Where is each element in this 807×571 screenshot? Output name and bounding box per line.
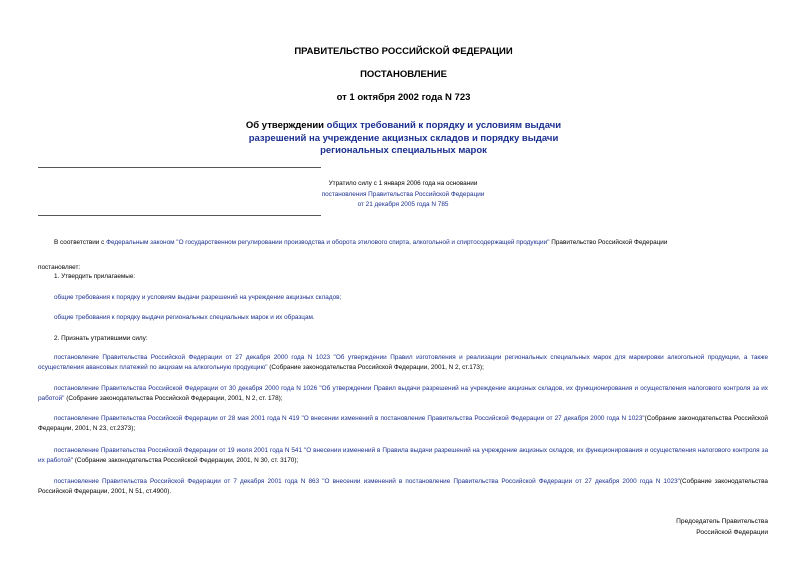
repealed-link[interactable]: постановление Правительства Российской Федерации от 7 декабря 2001 года N 863 "О внесении изменений в постановление Правительства Российской Федерации от 27 декабря 2000 года N 1023" [54, 478, 680, 485]
intro-paragraph [38, 238, 768, 248]
lapse-note [290, 179, 516, 211]
repealed-link[interactable]: постановление Правительства Российской Федерации от 27 декабря 2000 года N 1023 "Об утверждении Правил изготовления и реализации региональных специальных марок для маркировки алкогольной продукции, а также осуществления авансовых платежей по акцизам на алкогольную продукцию" [38, 354, 768, 371]
signature-line-2: Российской Федерации [696, 529, 768, 536]
decrees-text: постановляет: [38, 264, 81, 271]
lapse-link-line-3[interactable]: от 21 декабря 2005 года N 785 [357, 201, 449, 208]
lapse-line-1: Утратило силу с 1 января 2006 года на основании [328, 180, 478, 187]
divider-top [38, 167, 321, 168]
item-1a-link[interactable]: общие требования к порядку и условиям выдачи разрешений на учреждение акцизных складов; [54, 294, 342, 301]
divider-bottom [38, 215, 321, 216]
document-type: ПОСТАНОВЛЕНИЕ [360, 69, 447, 80]
repealed-source: (Собрание законодательства Российской Федерации, 2001, N 2, ст. 178); [64, 395, 283, 402]
item-1: 1. Утвердить прилагаемые: [54, 273, 136, 280]
repealed-link[interactable]: постановление Правительства Российской Федерации от 30 декабря 2000 года N 1026 "Об утверждении Правил выдачи разрешений на учреждение акцизных складов, их функционирования и осуществления налогового контроля за их работой" [38, 385, 768, 402]
document-title [200, 120, 607, 158]
repealed-source: (Собрание законодательства Российской Федерации, 2001, N 2, ст.173); [267, 364, 484, 371]
item-2: 2. Признать утратившими силу: [54, 335, 148, 342]
title-line-3: региональных специальных марок [320, 145, 487, 156]
repealed-link[interactable]: постановление Правительства Российской Федерации от 28 мая 2001 года N 419 "О внесении изменений в постановление Правительства Российской Федерации от 27 декабря 2000 года N 1023" [54, 415, 645, 422]
document-date-number: от 1 октября 2002 года N 723 [336, 92, 471, 103]
repealed-item [38, 477, 768, 497]
item-1b-link[interactable]: общие требования к порядку выдачи региональных специальных марок и их образцам. [54, 314, 315, 321]
intro-prefix: В соответствии с [54, 239, 107, 246]
repealed-item [38, 384, 768, 404]
intro-suffix: Правительство Российской Федерации [549, 239, 668, 246]
repealed-link[interactable]: постановление Правительства Российской Федерации от 19 июля 2001 года N 541 "О внесении изменений в Правила выдачи разрешений на учреждение акцизных складов, их функционирования и осуществления налогового контроля за их работой" [38, 447, 768, 464]
repealed-item [38, 414, 768, 434]
federal-law-link[interactable]: Федеральным законом "О государственном регулировании производства и оборота этилового спирта, алкогольной и спиртосодержащей продукции" [106, 239, 550, 246]
repealed-item [38, 353, 768, 373]
government-heading: ПРАВИТЕЛЬСТВО РОССИЙСКОЙ ФЕДЕРАЦИИ [294, 46, 513, 57]
repealed-source: (Собрание законодательства Российской Федерации, 2001, N 51, ст.4900). [38, 478, 768, 495]
title-line-2: разрешений на учреждение акцизных складов и порядку выдачи [248, 132, 559, 144]
repealed-source: (Собрание законодательства Российской Федерации, 2001, N 30, ст. 3170); [72, 457, 299, 464]
title-link[interactable]: общих требований к порядку и условиям выдачи [326, 120, 562, 131]
signature-block [568, 516, 768, 538]
signature-line-1: Председатель Правительства [676, 518, 768, 525]
repealed-item [38, 446, 768, 466]
lapse-link-line-2[interactable]: постановления Правительства Российской Федерации [321, 190, 485, 198]
title-prefix: Об утверждении [245, 120, 327, 131]
repealed-source: (Собрание законодательства Российской Федерации, 2001, N 23, ст.2373); [38, 415, 768, 432]
